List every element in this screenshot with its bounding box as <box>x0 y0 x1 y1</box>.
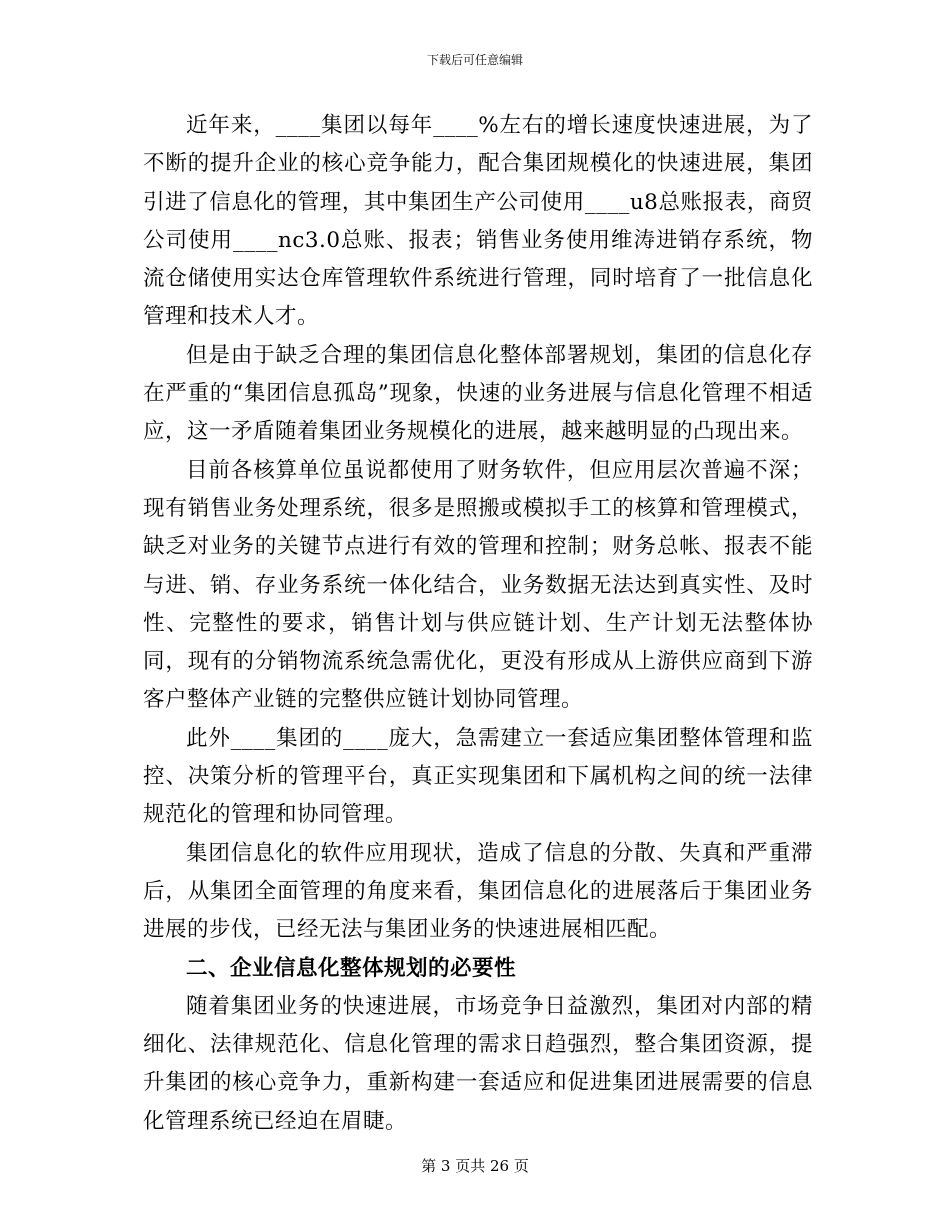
section-heading: 二、企业信息化整体规划的必要性 <box>186 955 517 981</box>
page-header: 下载后可任意编辑 <box>426 53 523 67</box>
paragraph: 此外____集团的____庞大，急需建立一套适应集团整体管理和监控、决策分析的管理平台，真正实现集团和下属机构之间的统一法律规范化的管理和协同管理。 <box>143 725 813 828</box>
paragraph: 随着集团业务的快速进展，市场竞争日益激烈，集团对内部的精细化、法律规范化、信息化管理的需求日趋强烈，整合集团资源，提升集团的核心竞争力，重新构建一套适应和促进集团进展需要的信息化管理系统已经迫在眉睫。 <box>143 993 813 1134</box>
page-footer: 第 3 页共 26 页 <box>421 1157 529 1175</box>
paragraph: 但是由于缺乏合理的集团信息化整体部署规划，集团的信息化存在严重的“集团信息孤岛”现象，快速的业务进展与信息化管理不相适应，这一矛盾随着集团业务规模化的进展，越来越明显的凸现出来。 <box>143 342 813 445</box>
paragraph: 近年来，____集团以每年____%左右的增长速度快速进展，为了不断的提升企业的核心竞争能力，配合集团规模化的快速进展，集团引进了信息化的管理，其中集团生产公司使用____u8总账报表，商贸公司使用____nc3.0总账、报表；销售业务使用维涛进销存系统，物流仓储使用实达仓库管理软件系统进行管理，同时培育了一批信息化管理和技术人才。 <box>143 113 813 330</box>
document-body <box>143 107 813 1141</box>
paragraph: 集团信息化的软件应用现状，造成了信息的分散、失真和严重滞后，从集团全面管理的角度来看，集团信息化的进展落后于集团业务进展的步伐，已经无法与集团业务的快速进展相匹配。 <box>143 840 813 943</box>
paragraph: 目前各核算单位虽说都使用了财务软件，但应用层次普遍不深；现有销售业务处理系统，很多是照搬或模拟手工的核算和管理模式，缺乏对业务的关键节点进行有效的管理和控制；财务总帐、报表不能与进、销、存业务系统一体化结合，业务数据无法达到真实性、及时性、完整性的要求，销售计划与供应链计划、生产计划无法整体协同，现有的分销物流系统急需优化，更没有形成从上游供应商到下游客户整体产业链的完整供应链计划协同管理。 <box>143 457 813 713</box>
